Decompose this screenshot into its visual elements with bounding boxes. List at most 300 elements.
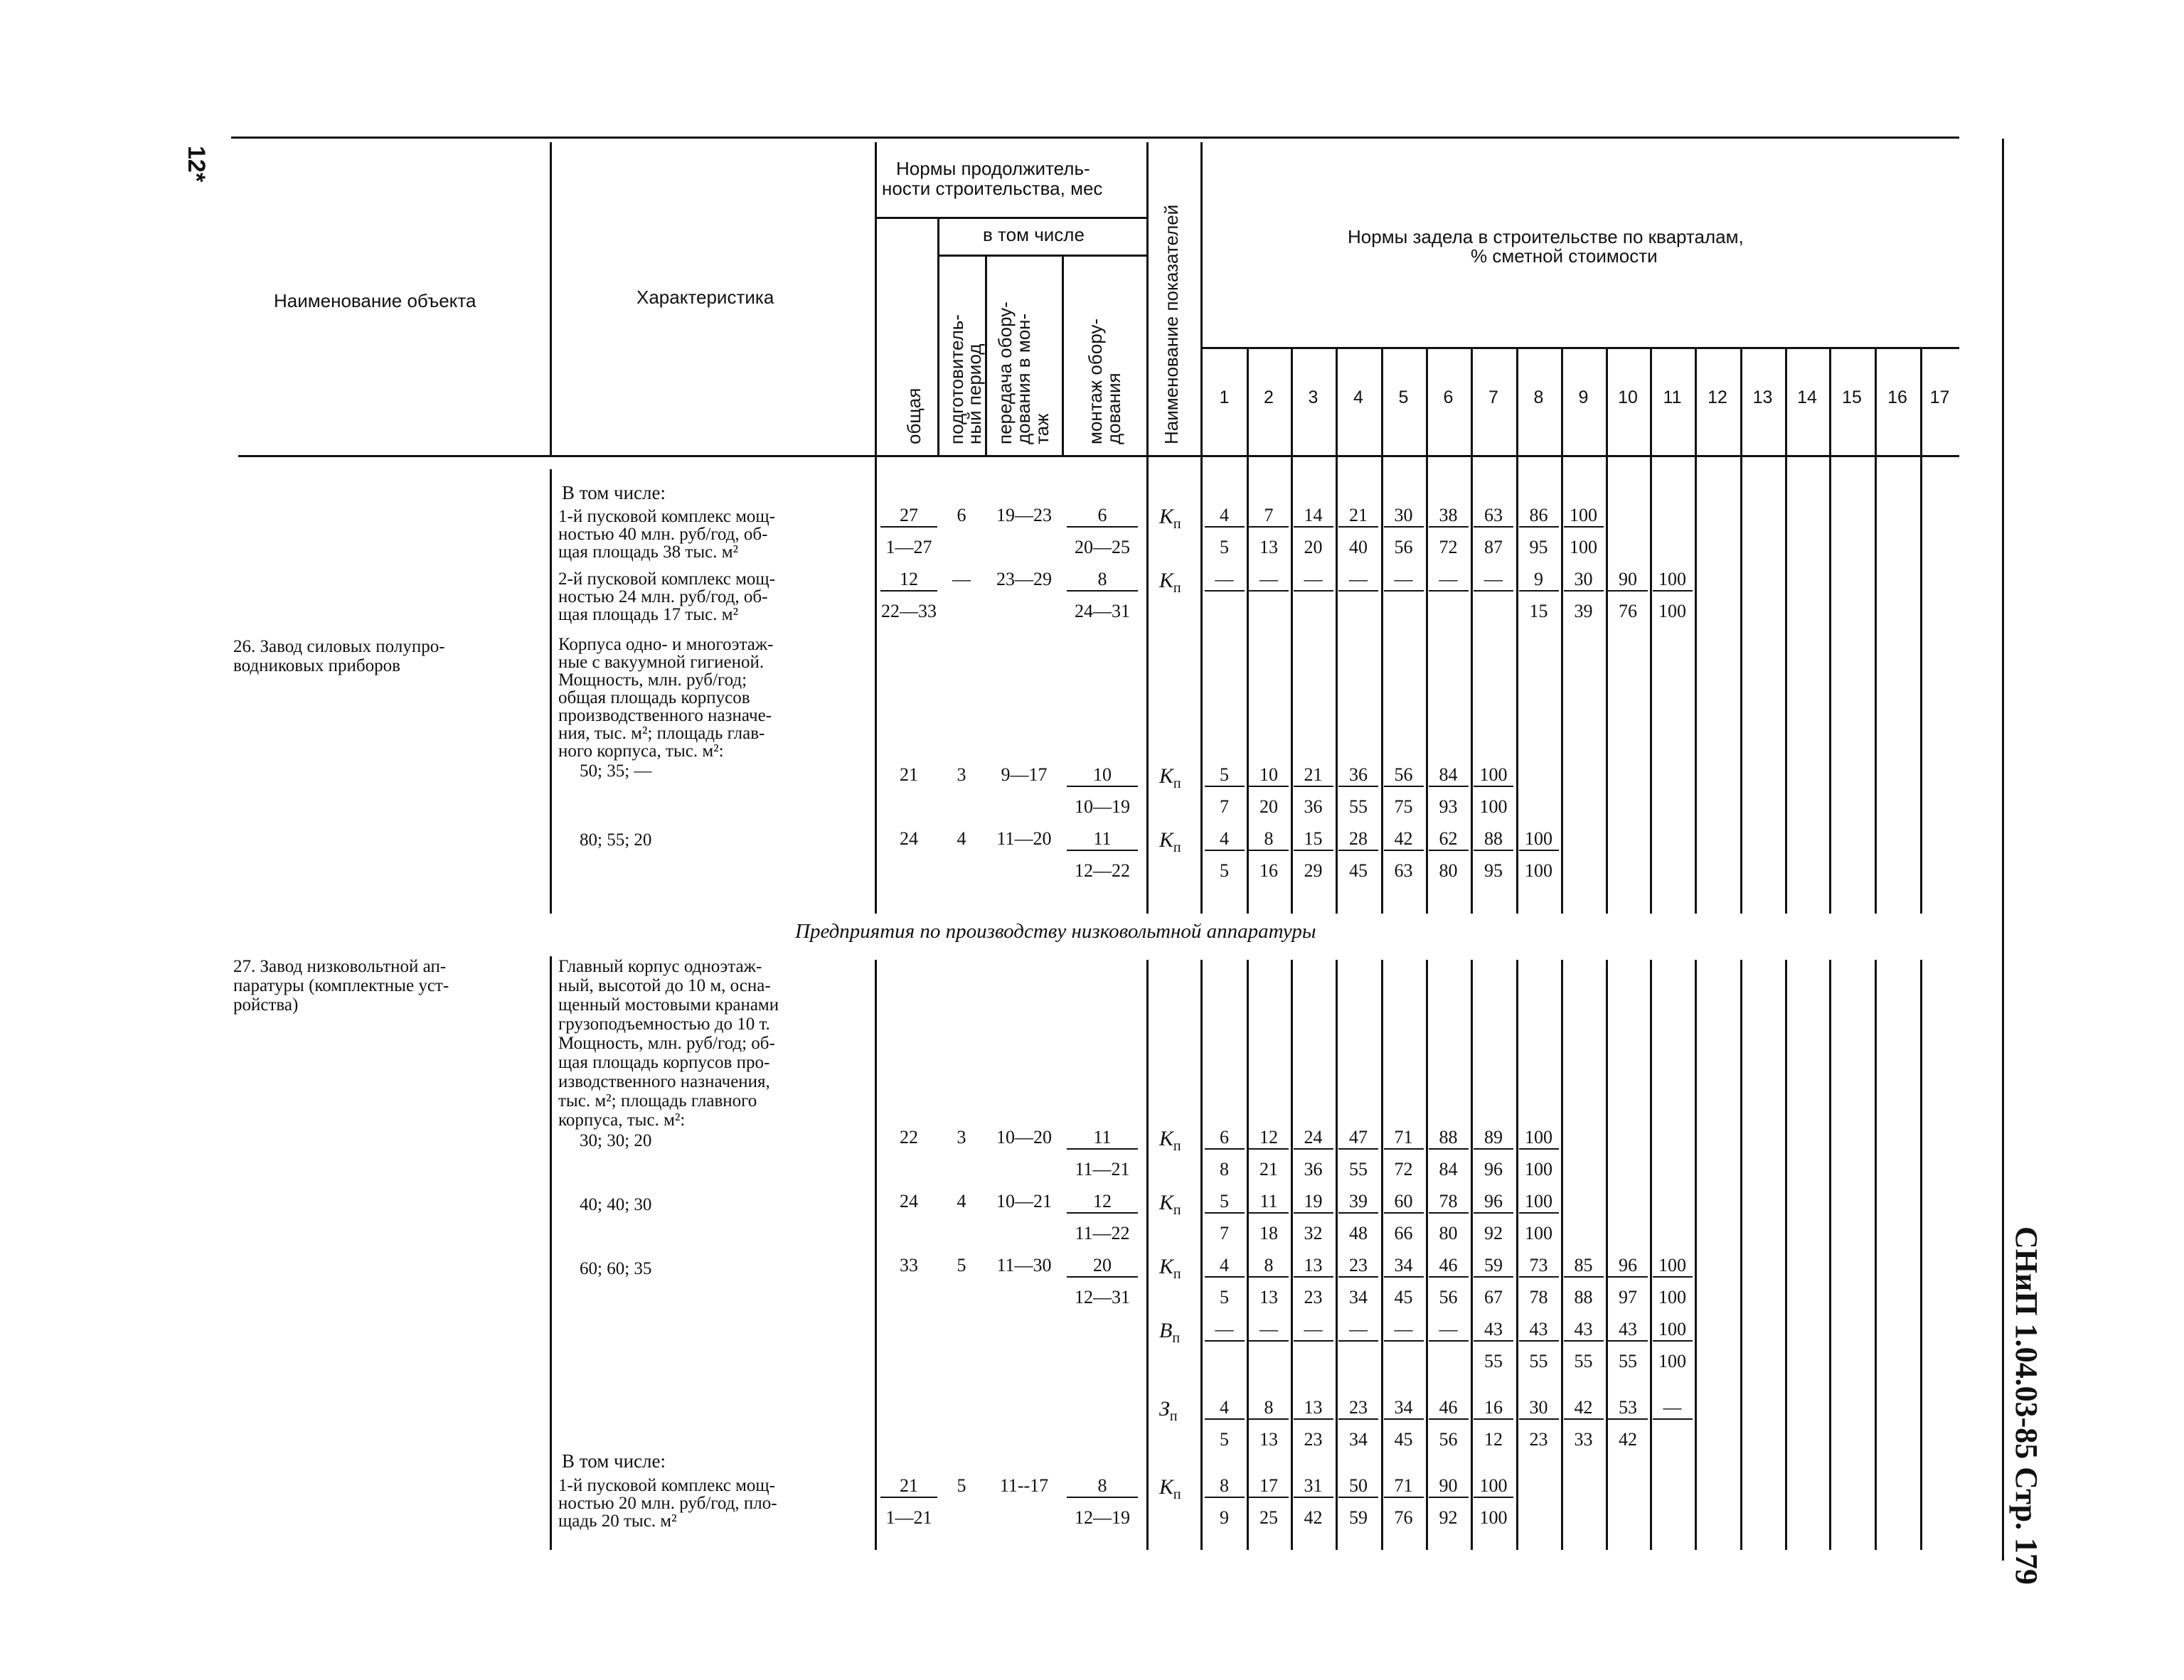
s26-quarter-sep bbox=[1695, 455, 1697, 914]
duration-total: 22—33 bbox=[881, 601, 937, 621]
s27-quarter-sep bbox=[1785, 960, 1787, 1550]
quarter-value: 100 bbox=[1474, 1475, 1513, 1498]
duration-prep: 5 bbox=[957, 1255, 966, 1275]
quarter-value: 15 bbox=[1294, 828, 1333, 851]
s27-pk1-1: 1-й пусковой комплекс мощ- bbox=[558, 1476, 776, 1495]
quarter-value: 84 bbox=[1429, 764, 1469, 787]
quarter-value: 100 bbox=[1653, 569, 1693, 592]
quarter-value: 34 bbox=[1349, 1429, 1368, 1450]
duration-install: 8 bbox=[1067, 569, 1138, 592]
s26-body-6: ния, тыс. м²; площадь глав- bbox=[558, 724, 765, 743]
duration-install: 6 bbox=[1067, 505, 1138, 528]
s27-char-line: щенный мостовыми кранами bbox=[558, 995, 779, 1015]
s27-char-line: изводственного назначения, bbox=[558, 1072, 770, 1091]
s26-including: В том числе: bbox=[562, 482, 666, 503]
quarter-value: 71 bbox=[1384, 1475, 1424, 1498]
indicator-kp bbox=[1159, 828, 1181, 856]
quarter-value: 100 bbox=[1519, 828, 1559, 851]
quarter-value: 9 bbox=[1220, 1507, 1229, 1528]
quarter-value: 90 bbox=[1608, 569, 1648, 592]
quarter-value: 5 bbox=[1220, 1287, 1229, 1307]
indicator-subscript: п bbox=[1169, 1408, 1178, 1424]
duration-transfer: 10—20 bbox=[996, 1127, 1052, 1147]
s27-sep-total bbox=[875, 960, 877, 1550]
indicator-letter: К bbox=[1159, 505, 1173, 528]
quarter-header-14: 14 bbox=[1797, 387, 1817, 407]
quarter-value: 8 bbox=[1249, 1255, 1289, 1278]
indicator-letter: В bbox=[1159, 1319, 1173, 1342]
header-col-transfer-1: передача обору- bbox=[994, 301, 1016, 444]
header-duration-line2: ности строительства, мес bbox=[882, 178, 1103, 199]
quarter-value: 100 bbox=[1658, 1351, 1686, 1371]
quarter-value: 6 bbox=[1205, 1127, 1245, 1150]
s26-body-7: ного корпуса, тыс. м²: bbox=[558, 742, 724, 761]
quarter-value: 5 bbox=[1220, 537, 1229, 557]
duration-install: 12—22 bbox=[1075, 860, 1130, 881]
s26-sep-indicator bbox=[1200, 455, 1203, 914]
quarter-value: 78 bbox=[1529, 1287, 1548, 1307]
quarter-value: 13 bbox=[1294, 1255, 1333, 1278]
quarter-value: 53 bbox=[1608, 1397, 1648, 1420]
duration-install: 11—22 bbox=[1075, 1223, 1130, 1243]
indicator-letter: К bbox=[1159, 1475, 1173, 1499]
indicator-letter: К bbox=[1159, 1127, 1173, 1150]
quarter-value: 92 bbox=[1484, 1223, 1503, 1243]
header-duration-line1: Нормы продолжитель- bbox=[896, 158, 1090, 179]
header-including: в том числе bbox=[983, 224, 1085, 245]
quarter-value: — bbox=[1338, 569, 1378, 592]
header-rule-duration bbox=[877, 217, 1147, 219]
quarter-value: 39 bbox=[1574, 601, 1593, 621]
indicator-kp bbox=[1159, 1475, 1181, 1503]
quarter-value: 42 bbox=[1564, 1397, 1604, 1420]
quarter-value: — bbox=[1474, 569, 1513, 592]
quarter-value: — bbox=[1653, 1397, 1693, 1420]
quarter-value: 19 bbox=[1294, 1191, 1333, 1214]
s26-pk1-2: ностью 40 млн. руб/год, об- bbox=[558, 525, 768, 544]
quarter-value: — bbox=[1338, 1319, 1378, 1342]
duration-transfer: 23—29 bbox=[996, 569, 1052, 589]
header-sep-char bbox=[875, 142, 877, 455]
s27-char-line: ный, высотой до 10 м, осна- bbox=[558, 976, 771, 995]
quarter-value: 43 bbox=[1474, 1319, 1513, 1342]
quarter-value: 66 bbox=[1394, 1223, 1413, 1243]
header-col-prep-1: подготовитель- bbox=[946, 314, 967, 444]
indicator-kp bbox=[1159, 505, 1181, 533]
indicator-kp bbox=[1159, 764, 1181, 792]
quarter-value: 16 bbox=[1474, 1397, 1513, 1420]
quarter-value: 97 bbox=[1619, 1287, 1637, 1307]
duration-install: 24—31 bbox=[1075, 601, 1130, 621]
quarter-value: 17 bbox=[1249, 1475, 1289, 1498]
s27-sep-indicator bbox=[1200, 960, 1203, 1550]
s26-body-4: общая площадь корпусов bbox=[558, 688, 750, 707]
s26-quarter-sep bbox=[1829, 455, 1831, 914]
header-bottom-rule bbox=[238, 455, 1959, 457]
header-sep-prep bbox=[985, 256, 987, 455]
object-27-name-2: паратуры (комплектные уст- bbox=[233, 976, 449, 995]
quarter-value: 100 bbox=[1564, 505, 1604, 528]
indicator-subscript: п bbox=[1172, 1330, 1181, 1346]
quarter-value: 96 bbox=[1608, 1255, 1648, 1278]
header-col-transfer-2: дования в мон- bbox=[1013, 313, 1034, 444]
s26-body-2: ные с вакуумной гигиеной. bbox=[558, 653, 765, 672]
quarter-value: 7 bbox=[1220, 1223, 1229, 1243]
quarter-value: 23 bbox=[1338, 1397, 1378, 1420]
quarter-value: 100 bbox=[1479, 796, 1508, 817]
quarter-value: 84 bbox=[1439, 1159, 1458, 1179]
quarter-value: 34 bbox=[1349, 1287, 1368, 1307]
quarter-header-2: 2 bbox=[1264, 387, 1274, 407]
duration-total: 27 bbox=[880, 505, 937, 528]
s27-row-30: 30; 30; 20 bbox=[580, 1131, 652, 1150]
indicator-subscript: п bbox=[1173, 1138, 1181, 1154]
s26-pk2-1: 2-й пусковой комплекс мощ- bbox=[558, 569, 776, 589]
quarter-value: 31 bbox=[1294, 1475, 1333, 1498]
quarter-value: 21 bbox=[1259, 1159, 1278, 1179]
quarter-value: — bbox=[1205, 569, 1245, 592]
quarter-value: 88 bbox=[1574, 1287, 1593, 1307]
quarter-value: 12 bbox=[1249, 1127, 1289, 1150]
quarter-value: 100 bbox=[1474, 764, 1513, 787]
quarter-header-15: 15 bbox=[1842, 387, 1862, 407]
s26-pk2-2: ностью 24 млн. руб/год, об- bbox=[558, 587, 768, 606]
quarter-header-13: 13 bbox=[1752, 387, 1773, 407]
duration-install: 12—31 bbox=[1075, 1287, 1130, 1307]
quarter-value: 100 bbox=[1525, 1159, 1552, 1179]
s27-quarter-sep bbox=[1740, 960, 1742, 1550]
indicator-letter: К bbox=[1159, 828, 1173, 852]
s26-quarter-sep bbox=[1785, 455, 1787, 914]
quarter-value: 5 bbox=[1205, 1191, 1245, 1214]
s26-quarter-sep bbox=[1875, 455, 1877, 914]
duration-prep: — bbox=[952, 569, 971, 589]
quarter-value: 90 bbox=[1429, 1475, 1469, 1498]
header-col-total: общая bbox=[903, 387, 925, 444]
quarter-value: 46 bbox=[1429, 1397, 1469, 1420]
s26-row-50: 50; 35; — bbox=[580, 761, 652, 781]
duration-transfer: 11--17 bbox=[999, 1475, 1049, 1496]
header-col-install-1: монтаж обору- bbox=[1085, 318, 1106, 444]
quarter-value: 56 bbox=[1394, 537, 1413, 557]
quarter-value: 80 bbox=[1439, 860, 1458, 881]
quarter-value: 48 bbox=[1349, 1223, 1368, 1243]
object-26-name-1: 26. Завод силовых полупро- bbox=[233, 637, 445, 656]
quarter-value: 55 bbox=[1619, 1351, 1637, 1371]
quarter-value: 28 bbox=[1338, 828, 1378, 851]
s27-sep-char bbox=[550, 956, 552, 1550]
s26-quarter-sep bbox=[1336, 455, 1338, 914]
duration-total: 21 bbox=[880, 1475, 937, 1498]
page-corner-mark: 12* bbox=[183, 146, 210, 183]
quarter-value: 75 bbox=[1394, 796, 1413, 817]
indicator-subscript: п bbox=[1173, 516, 1181, 532]
quarter-value: 13 bbox=[1294, 1397, 1333, 1420]
quarter-value: 55 bbox=[1349, 796, 1368, 817]
quarter-value: 43 bbox=[1519, 1319, 1559, 1342]
quarter-value: 25 bbox=[1259, 1507, 1278, 1528]
quarter-value: 56 bbox=[1439, 1429, 1458, 1450]
quarter-value: 36 bbox=[1304, 1159, 1323, 1179]
quarter-header-12: 12 bbox=[1708, 387, 1727, 407]
quarter-value: 87 bbox=[1484, 537, 1503, 557]
quarter-value: — bbox=[1249, 569, 1289, 592]
quarter-value: 50 bbox=[1338, 1475, 1378, 1498]
quarter-value: 42 bbox=[1619, 1429, 1637, 1450]
quarter-value: 24 bbox=[1294, 1127, 1333, 1150]
indicator-kp bbox=[1159, 569, 1181, 596]
duration-total: 33 bbox=[900, 1255, 918, 1275]
quarter-value: 100 bbox=[1658, 601, 1686, 621]
quarter-value: 72 bbox=[1439, 537, 1458, 557]
quarter-value: 92 bbox=[1439, 1507, 1458, 1528]
duration-install: 10 bbox=[1067, 764, 1138, 787]
quarter-value: 34 bbox=[1384, 1397, 1424, 1420]
quarter-header-17: 17 bbox=[1929, 387, 1950, 407]
quarter-value: 12 bbox=[1484, 1429, 1503, 1450]
quarter-value: 63 bbox=[1394, 860, 1413, 881]
quarter-value: 72 bbox=[1394, 1159, 1413, 1179]
quarter-value: 95 bbox=[1529, 537, 1548, 557]
quarter-value: 8 bbox=[1249, 828, 1289, 851]
running-title: СНиП 1.04.03-85 Стр. 179 bbox=[2009, 1226, 2044, 1585]
object-27-name-3: ройства) bbox=[233, 995, 299, 1015]
s27-pk1-2: ностью 20 млн. руб/год, пло- bbox=[558, 1494, 777, 1513]
s27-pk1-3: щадь 20 тыс. м² bbox=[558, 1512, 677, 1531]
quarter-value: 100 bbox=[1525, 1223, 1552, 1243]
quarter-value: 7 bbox=[1249, 505, 1289, 528]
quarter-value: 20 bbox=[1304, 537, 1323, 557]
header-col-prep-2: ный период bbox=[964, 343, 985, 444]
s26-body-3: Мощность, млн. руб/год; bbox=[558, 670, 747, 690]
quarter-header-5: 5 bbox=[1398, 387, 1409, 407]
quarter-value: — bbox=[1205, 1319, 1245, 1342]
indicator-letter: К bbox=[1159, 764, 1173, 788]
quarter-header-16: 16 bbox=[1887, 387, 1907, 407]
quarter-value: 56 bbox=[1439, 1287, 1458, 1307]
duration-install: 20 bbox=[1067, 1255, 1138, 1278]
duration-prep: 4 bbox=[957, 1191, 966, 1211]
s27-char-line: корпуса, тыс. м²: bbox=[558, 1111, 686, 1130]
quarter-value: 5 bbox=[1205, 764, 1245, 787]
s26-quarter-sep bbox=[1471, 455, 1473, 914]
header-rule-quarters bbox=[1202, 347, 1959, 349]
duration-prep: 6 bbox=[957, 505, 966, 525]
s27-quarter-sep bbox=[1336, 960, 1338, 1550]
quarter-value: 59 bbox=[1474, 1255, 1513, 1278]
duration-install: 11 bbox=[1067, 1127, 1138, 1150]
quarter-value: 42 bbox=[1384, 828, 1424, 851]
quarter-value: 4 bbox=[1205, 828, 1245, 851]
quarter-value: 7 bbox=[1220, 796, 1229, 817]
quarter-value: 8 bbox=[1205, 1475, 1245, 1498]
quarter-value: — bbox=[1249, 1319, 1289, 1342]
s26-quarter-sep bbox=[1740, 455, 1742, 914]
s26-quarter-sep bbox=[1606, 455, 1608, 914]
indicator-subscript: п bbox=[1173, 1487, 1181, 1502]
duration-prep: 5 bbox=[957, 1475, 966, 1496]
indicator-letter: К bbox=[1159, 569, 1173, 592]
quarter-value: 100 bbox=[1519, 1127, 1559, 1150]
duration-total: 1—27 bbox=[885, 537, 932, 557]
quarter-value: 36 bbox=[1304, 796, 1323, 817]
s27-char-line: тыс. м²; площадь главного bbox=[558, 1091, 757, 1111]
duration-transfer: 19—23 bbox=[996, 505, 1052, 525]
quarter-value: 76 bbox=[1394, 1507, 1413, 1528]
duration-install: 10—19 bbox=[1075, 796, 1130, 817]
s27-quarter-sep bbox=[1875, 960, 1877, 1550]
s26-pk2-3: щая площадь 17 тыс. м² bbox=[558, 605, 739, 624]
quarter-header-1: 1 bbox=[1219, 387, 1230, 407]
quarter-value: 4 bbox=[1205, 1255, 1245, 1278]
s26-pk1-1: 1-й пусковой комплекс мощ- bbox=[558, 507, 776, 526]
quarter-value: 67 bbox=[1484, 1287, 1503, 1307]
indicator-subscript: п bbox=[1173, 776, 1181, 791]
quarter-value: — bbox=[1429, 569, 1469, 592]
duration-total: 22 bbox=[900, 1127, 918, 1147]
duration-transfer: 9—17 bbox=[1001, 764, 1048, 785]
indicator-subscript: п bbox=[1173, 580, 1181, 596]
quarter-value: 95 bbox=[1484, 860, 1503, 881]
quarter-value: 16 bbox=[1259, 860, 1278, 881]
quarter-value: 9 bbox=[1519, 569, 1559, 592]
indicator-letter: К bbox=[1159, 1255, 1173, 1278]
quarter-value: 85 bbox=[1564, 1255, 1604, 1278]
indicator-kp bbox=[1159, 1127, 1181, 1155]
quarter-header-8: 8 bbox=[1533, 387, 1544, 407]
indicator-subscript: п bbox=[1173, 1202, 1181, 1218]
s26-body-5: производственного назначе- bbox=[558, 706, 772, 725]
duration-total: 24 bbox=[900, 828, 918, 849]
quarter-value: 60 bbox=[1384, 1191, 1424, 1214]
header-backlog-line1: Нормы задела в строительстве по кварталам, bbox=[1348, 226, 1744, 247]
indicator-subscript: п bbox=[1173, 1266, 1181, 1282]
object-27-name-1: 27. Завод низковольтной ап- bbox=[233, 957, 447, 976]
quarter-value: 13 bbox=[1259, 537, 1278, 557]
s26-row-80: 80; 55; 20 bbox=[580, 830, 652, 850]
quarter-value: 42 bbox=[1304, 1507, 1323, 1528]
quarter-value: 100 bbox=[1570, 537, 1597, 557]
quarter-value: 8 bbox=[1249, 1397, 1289, 1420]
duration-transfer: 11—20 bbox=[996, 828, 1052, 849]
quarter-value: 100 bbox=[1653, 1255, 1693, 1278]
header-sep-name bbox=[550, 142, 552, 455]
quarter-value: 18 bbox=[1259, 1223, 1278, 1243]
duration-install: 20—25 bbox=[1075, 537, 1130, 557]
quarter-header-3: 3 bbox=[1308, 387, 1319, 407]
quarter-header-4: 4 bbox=[1353, 387, 1363, 407]
quarter-value: 21 bbox=[1338, 505, 1378, 528]
header-characteristics: Характеристика bbox=[636, 287, 774, 308]
quarter-value: 88 bbox=[1429, 1127, 1469, 1150]
quarter-value: 88 bbox=[1474, 828, 1513, 851]
quarter-value: 100 bbox=[1479, 1507, 1508, 1528]
indicator-kp bbox=[1159, 1191, 1181, 1219]
s27-quarter-sep bbox=[1471, 960, 1473, 1550]
header-col-indicator: Наименование показателей bbox=[1161, 204, 1182, 444]
duration-install: 11—21 bbox=[1075, 1159, 1130, 1179]
quarter-value: 45 bbox=[1349, 860, 1368, 881]
s26-body-1: Корпуса одно- и многоэтаж- bbox=[558, 635, 774, 654]
quarter-value: 5 bbox=[1220, 860, 1229, 881]
s26-quarter-sep bbox=[1650, 455, 1652, 914]
quarter-value: — bbox=[1294, 569, 1333, 592]
quarter-value: 100 bbox=[1525, 860, 1552, 881]
duration-total: 12 bbox=[880, 569, 937, 592]
duration-transfer: 10—21 bbox=[996, 1191, 1052, 1211]
quarter-value: 89 bbox=[1474, 1127, 1513, 1150]
header-col-transfer-3: таж bbox=[1031, 413, 1053, 444]
quarter-value: 36 bbox=[1338, 764, 1378, 787]
s27-sep-install bbox=[1146, 960, 1149, 1550]
quarter-value: 63 bbox=[1474, 505, 1513, 528]
quarter-value: 8 bbox=[1220, 1159, 1229, 1179]
quarter-value: 21 bbox=[1294, 764, 1333, 787]
s26-quarter-sep bbox=[1920, 455, 1922, 914]
duration-total: 1—21 bbox=[885, 1507, 932, 1528]
quarter-value: 23 bbox=[1338, 1255, 1378, 1278]
s27-quarter-sep bbox=[1920, 960, 1922, 1550]
quarter-value: 11 bbox=[1249, 1191, 1289, 1214]
quarter-value: 45 bbox=[1394, 1429, 1413, 1450]
quarter-value: 47 bbox=[1338, 1127, 1378, 1150]
quarter-value: 23 bbox=[1529, 1429, 1548, 1450]
quarter-value: 32 bbox=[1304, 1223, 1323, 1243]
duration-prep: 3 bbox=[957, 1127, 966, 1147]
indicator-subscript: п bbox=[1173, 840, 1181, 855]
quarter-value: 38 bbox=[1429, 505, 1469, 528]
quarter-value: 13 bbox=[1259, 1287, 1278, 1307]
duration-prep: 3 bbox=[957, 764, 966, 785]
s26-sep-char bbox=[550, 469, 552, 914]
s27-char-line: грузоподъемностью до 10 т. bbox=[558, 1015, 770, 1034]
s26-sep-install bbox=[1146, 455, 1149, 914]
quarter-value: 78 bbox=[1429, 1191, 1469, 1214]
quarter-value: — bbox=[1384, 569, 1424, 592]
header-sep-indicator bbox=[1200, 142, 1203, 455]
indicator-vp bbox=[1159, 1319, 1180, 1347]
quarter-value: 13 bbox=[1259, 1429, 1278, 1450]
s27-quarter-sep bbox=[1695, 960, 1697, 1550]
header-sep-total bbox=[937, 217, 939, 455]
quarter-value: 30 bbox=[1384, 505, 1424, 528]
quarter-value: — bbox=[1294, 1319, 1333, 1342]
quarter-value: 56 bbox=[1384, 764, 1424, 787]
quarter-value: 43 bbox=[1608, 1319, 1648, 1342]
quarter-value: 33 bbox=[1574, 1429, 1593, 1450]
quarter-value: 43 bbox=[1564, 1319, 1604, 1342]
indicator-letter: К bbox=[1159, 1191, 1173, 1214]
quarter-header-6: 6 bbox=[1443, 387, 1454, 407]
quarter-value: 4 bbox=[1205, 505, 1245, 528]
quarter-value: 93 bbox=[1439, 796, 1458, 817]
quarter-header-11: 11 bbox=[1663, 387, 1682, 407]
object-26-name-2: водниковых приборов bbox=[233, 656, 400, 675]
header-rule-including bbox=[939, 255, 1147, 257]
quarter-value: 39 bbox=[1338, 1191, 1378, 1214]
header-object-name: Наименование объекта bbox=[274, 290, 476, 311]
top-rule bbox=[231, 137, 1959, 139]
quarter-value: 14 bbox=[1294, 505, 1333, 528]
quarter-value: 29 bbox=[1304, 860, 1323, 881]
quarter-value: 59 bbox=[1349, 1507, 1368, 1528]
quarter-value: 100 bbox=[1519, 1191, 1559, 1214]
quarter-value: 76 bbox=[1619, 601, 1637, 621]
duration-install: 8 bbox=[1067, 1475, 1138, 1498]
quarter-value: 46 bbox=[1429, 1255, 1469, 1278]
quarter-value: 30 bbox=[1519, 1397, 1559, 1420]
s27-including: В том числе: bbox=[562, 1450, 666, 1472]
